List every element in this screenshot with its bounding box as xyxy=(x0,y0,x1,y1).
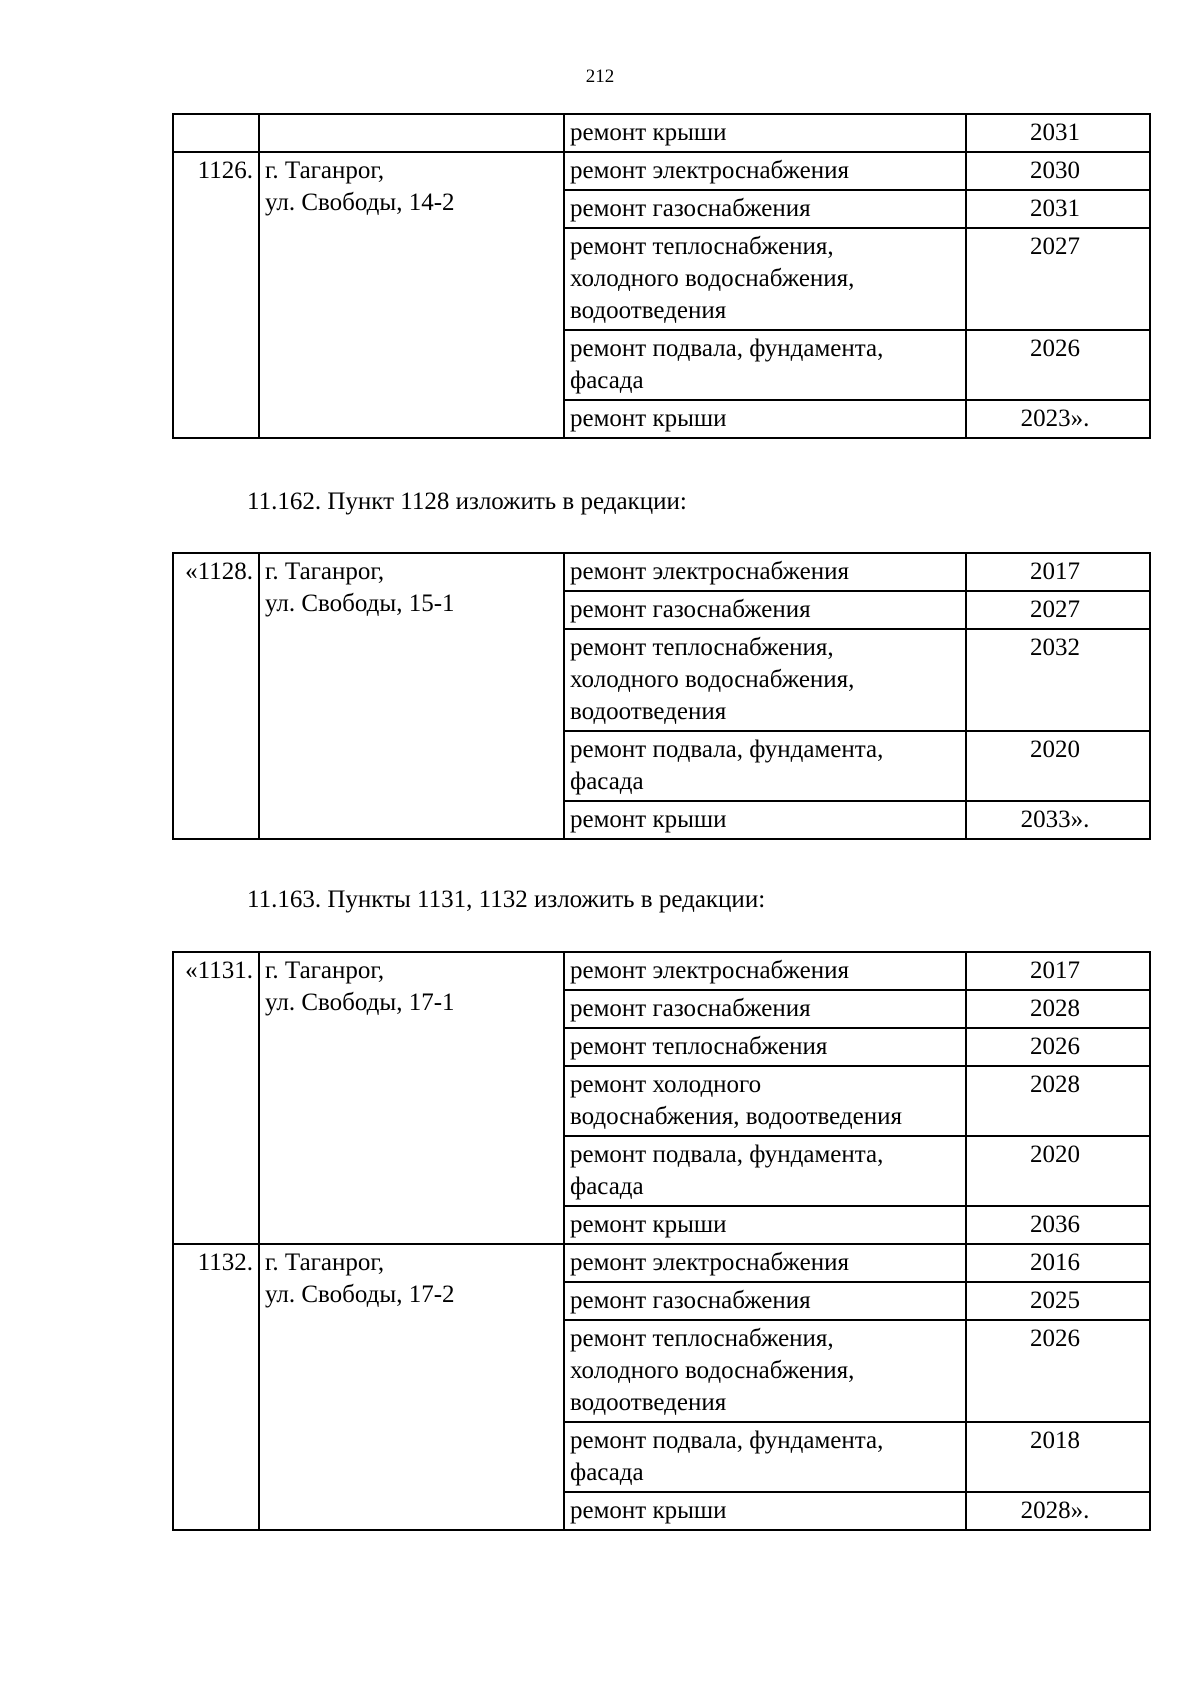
year-value: 2033». xyxy=(1020,806,1090,833)
year-value: 2032 xyxy=(1030,634,1080,661)
year-value: 2026 xyxy=(1030,1325,1080,1352)
paragraph-11-163: 11.163. Пункты 1131, 1132 изложить в редакции: xyxy=(247,886,766,913)
item-number: «1128. xyxy=(173,553,259,839)
item-number xyxy=(173,114,259,152)
year-value: 2031 xyxy=(1030,119,1080,146)
work-type-cell: ремонт электроснабжения xyxy=(564,952,966,990)
work-type-cell: ремонт крыши xyxy=(564,400,966,438)
work-type-cell: ремонт теплоснабжения, холодного водоснабжения, водоотведения xyxy=(564,629,966,731)
work-type-cell: ремонт теплоснабжения, холодного водоснабжения, водоотведения xyxy=(564,228,966,330)
work-type-cell: ремонт газоснабжения xyxy=(564,591,966,629)
work-type-cell: ремонт газоснабжения xyxy=(564,1282,966,1320)
year-value: 2028». xyxy=(1020,1497,1090,1524)
item-number: 1132. xyxy=(173,1244,259,1530)
table-row xyxy=(173,553,1150,591)
repair-table-1 xyxy=(172,113,1151,439)
year-value: 2025 xyxy=(1030,1287,1080,1314)
year-cell xyxy=(966,1244,1150,1282)
work-type-cell: ремонт подвала, фундамента, фасада xyxy=(564,731,966,801)
repair-table-2 xyxy=(172,552,1151,840)
year-cell xyxy=(966,330,1150,400)
address-cell: г. Таганрог, ул. Свободы, 15-1 xyxy=(259,553,564,839)
work-type-cell: ремонт теплоснабжения xyxy=(564,1028,966,1066)
year-value: 2028 xyxy=(1030,1071,1080,1098)
table-row xyxy=(173,152,1150,190)
year-cell xyxy=(966,1028,1150,1066)
year-value: 2017 xyxy=(1030,558,1080,585)
year-cell xyxy=(966,801,1150,839)
page-number: 212 xyxy=(585,66,615,87)
year-cell xyxy=(966,1320,1150,1422)
year-cell xyxy=(966,400,1150,438)
year-value: 2028 xyxy=(1030,995,1080,1022)
table-row xyxy=(173,1244,1150,1282)
work-type-cell: ремонт электроснабжения xyxy=(564,1244,966,1282)
year-cell xyxy=(966,990,1150,1028)
year-cell xyxy=(966,1492,1150,1530)
year-cell xyxy=(966,553,1150,591)
year-value: 2027 xyxy=(1030,233,1080,260)
work-type-cell: ремонт крыши xyxy=(564,1492,966,1530)
year-cell xyxy=(966,1206,1150,1244)
address-cell: г. Таганрог, ул. Свободы, 17-1 xyxy=(259,952,564,1244)
year-value: 2020 xyxy=(1030,736,1080,763)
address-cell xyxy=(259,114,564,152)
work-type-cell: ремонт газоснабжения xyxy=(564,990,966,1028)
work-type-cell: ремонт холодного водоснабжения, водоотведения xyxy=(564,1066,966,1136)
year-value: 2030 xyxy=(1030,157,1080,184)
year-cell xyxy=(966,952,1150,990)
table-row xyxy=(173,114,1150,152)
year-value: 2026 xyxy=(1030,335,1080,362)
year-cell xyxy=(966,228,1150,330)
year-cell xyxy=(966,1136,1150,1206)
work-type-cell: ремонт электроснабжения xyxy=(564,152,966,190)
work-type-cell: ремонт крыши xyxy=(564,1206,966,1244)
year-cell xyxy=(966,629,1150,731)
year-value: 2031 xyxy=(1030,195,1080,222)
year-value: 2026 xyxy=(1030,1033,1080,1060)
year-cell xyxy=(966,152,1150,190)
work-type-cell: ремонт подвала, фундамента, фасада xyxy=(564,1136,966,1206)
table-row xyxy=(173,952,1150,990)
work-type-cell: ремонт электроснабжения xyxy=(564,553,966,591)
year-cell xyxy=(966,591,1150,629)
year-cell xyxy=(966,1066,1150,1136)
paragraph-11-162: 11.162. Пункт 1128 изложить в редакции: xyxy=(247,488,687,515)
year-value: 2016 xyxy=(1030,1249,1080,1276)
year-value: 2018 xyxy=(1030,1427,1080,1454)
year-value: 2017 xyxy=(1030,957,1080,984)
repair-table-3 xyxy=(172,951,1151,1531)
address-cell: г. Таганрог, ул. Свободы, 14-2 xyxy=(259,152,564,438)
item-number: 1126. xyxy=(173,152,259,438)
work-type-cell: ремонт крыши xyxy=(564,114,966,152)
year-value: 2027 xyxy=(1030,596,1080,623)
work-type-cell: ремонт подвала, фундамента, фасада xyxy=(564,330,966,400)
work-type-cell: ремонт крыши xyxy=(564,801,966,839)
year-cell xyxy=(966,190,1150,228)
year-cell xyxy=(966,1422,1150,1492)
address-cell: г. Таганрог, ул. Свободы, 17-2 xyxy=(259,1244,564,1530)
year-value: 2020 xyxy=(1030,1141,1080,1168)
work-type-cell: ремонт теплоснабжения, холодного водоснабжения, водоотведения xyxy=(564,1320,966,1422)
year-cell xyxy=(966,731,1150,801)
work-type-cell: ремонт подвала, фундамента, фасада xyxy=(564,1422,966,1492)
item-number: «1131. xyxy=(173,952,259,1244)
work-type-cell: ремонт газоснабжения xyxy=(564,190,966,228)
year-cell xyxy=(966,114,1150,152)
year-cell xyxy=(966,1282,1150,1320)
year-value: 2023». xyxy=(1020,405,1090,432)
year-value: 2036 xyxy=(1030,1211,1080,1238)
